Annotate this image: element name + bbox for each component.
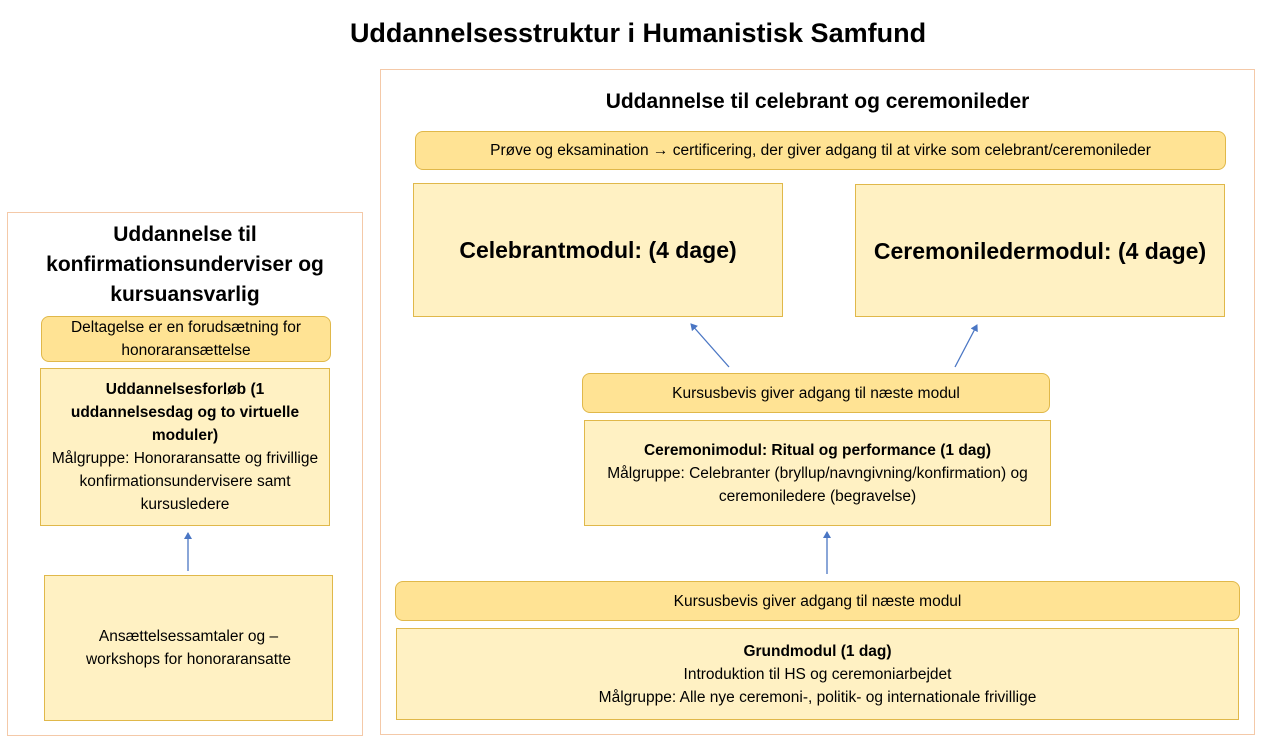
certificate-box-lower <box>395 581 1240 621</box>
certificate-text-lower: Kursusbevis giver adgang til næste modul <box>673 592 962 610</box>
left-section-title: Uddannelse til konfirmationsunderviser og kursuansvarlig <box>46 223 324 306</box>
course-heading: Uddannelsesforløb (1 uddannelsesdag og to virtuelle moduler) <box>70 381 300 444</box>
interviews-box <box>44 575 333 721</box>
celebrant-module-text: Celebrantmodul: (4 dage) <box>459 237 737 263</box>
ceremony-leader-module-box <box>855 184 1225 317</box>
exam-box <box>415 131 1226 170</box>
certificate-box-upper <box>582 373 1050 413</box>
certificate-text-upper: Kursusbevis giver adgang til næste modul <box>672 384 960 402</box>
right-section-title: Uddannelse til celebrant og ceremonileder <box>605 90 1030 113</box>
basic-module-line2: Målgruppe: Alle nye ceremoni-, politik- og internationale frivillige <box>598 688 1037 706</box>
ceremony-module-box <box>584 420 1051 526</box>
exam-text: Prøve og eksamination → certificering, der giver adgang til at virke som celebrant/ceremonileder <box>490 142 1151 159</box>
basic-module-line1: Introduktion til HS og ceremoniarbejdet <box>683 665 952 683</box>
basic-module-box <box>396 628 1239 720</box>
course-box <box>40 368 330 526</box>
basic-module-heading: Grundmodul (1 dag) <box>743 642 892 660</box>
diagram-title: Uddannelsesstruktur i Humanistisk Samfund <box>349 18 927 48</box>
course-target: Målgruppe: Honoraransatte og frivillige konfirmationsundervisere samt kursusledere <box>51 450 319 513</box>
prerequisite-box <box>41 316 331 362</box>
interviews-text: Ansættelsessamtaler og –workshops for honoraransatte <box>85 628 292 668</box>
celebrant-module-box <box>413 183 783 317</box>
ceremony-module-heading: Ceremonimodul: Ritual og performance (1 dag) <box>643 441 992 459</box>
prerequisite-text: Deltagelse er en forudsætning for honoraransættelse <box>70 319 302 359</box>
ceremony-module-target: Målgruppe: Celebranter (bryllup/navngivning/konfirmation) og ceremoniledere (begravelse) <box>607 464 1028 505</box>
ceremony-leader-module-text: Ceremoniledermodul: (4 dage) <box>873 237 1207 264</box>
